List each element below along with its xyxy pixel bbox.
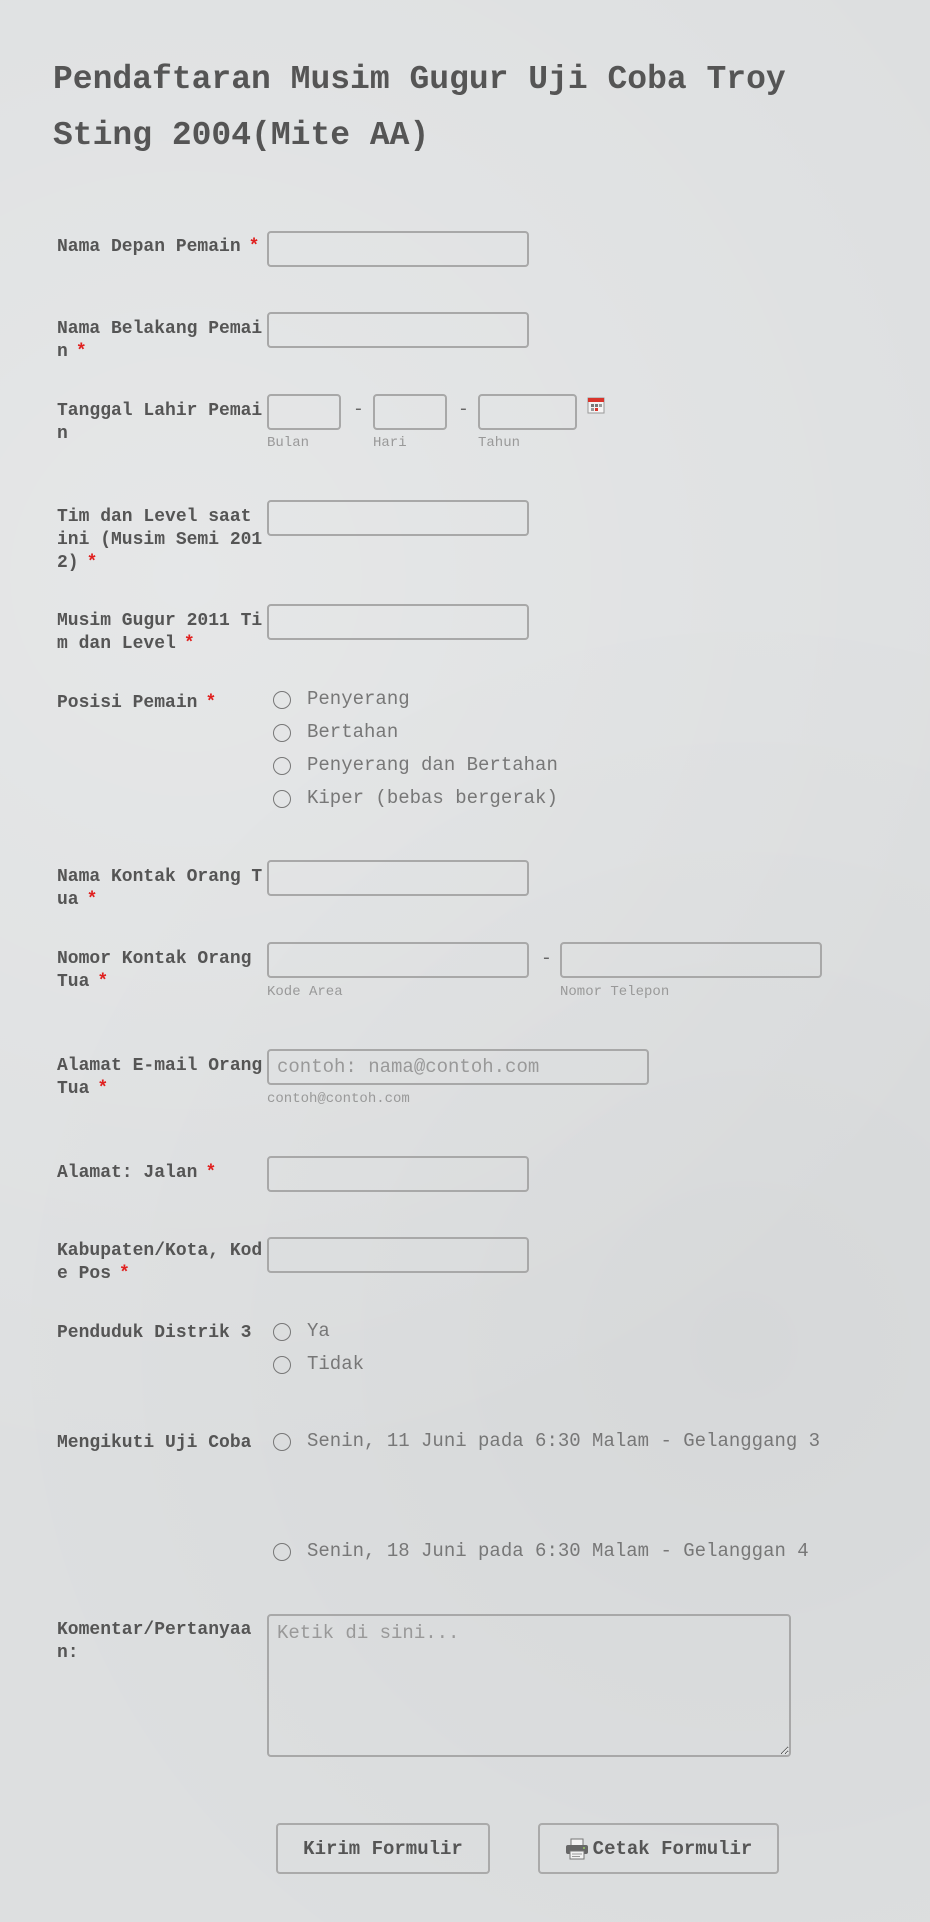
- phone-area-sublabel: Kode Area: [267, 984, 343, 1000]
- radio-button[interactable]: [273, 1323, 291, 1341]
- current-team-input[interactable]: [267, 500, 529, 536]
- parent-name-label: Nama Kontak Orang Tua *: [57, 867, 263, 910]
- email-input[interactable]: [267, 1049, 649, 1085]
- birth-day-input[interactable]: [373, 394, 447, 430]
- required-mark: *: [75, 342, 87, 362]
- birth-month-sublabel: Bulan: [267, 435, 310, 451]
- street-input[interactable]: [267, 1156, 529, 1192]
- calendar-icon[interactable]: [587, 396, 605, 414]
- required-mark: *: [86, 553, 98, 573]
- print-button-label: Cetak Formulir: [592, 1837, 753, 1860]
- tryout-label: Mengikuti Uji Coba: [57, 1433, 252, 1453]
- district-label: Penduduk Distrik 3: [57, 1323, 252, 1343]
- birth-day-sublabel: Hari: [373, 435, 407, 451]
- phone-number-sublabel: Nomor Telepon: [560, 984, 670, 1000]
- comments-label: Komentar/Pertanyaan:: [57, 1620, 252, 1663]
- required-mark: *: [97, 1079, 109, 1099]
- city-zip-input[interactable]: [267, 1237, 529, 1273]
- birth-year-sublabel: Tahun: [478, 435, 521, 451]
- last-name-label: Nama Belakang Pemain *: [57, 319, 263, 362]
- parent-name-input[interactable]: [267, 860, 529, 896]
- radio-button[interactable]: [273, 1356, 291, 1374]
- radio-button[interactable]: [273, 1433, 291, 1451]
- city-zip-label: Kabupaten/Kota, Kode Pos *: [57, 1241, 263, 1284]
- required-mark: *: [248, 237, 260, 257]
- birth-date-label: Tanggal Lahir Pemain: [57, 401, 263, 444]
- phone-area-input[interactable]: [267, 942, 529, 978]
- radio-button[interactable]: [273, 691, 291, 709]
- submit-button[interactable]: Kirim Formulir: [276, 1823, 490, 1874]
- last-name-input[interactable]: [267, 312, 529, 348]
- first-name-label: Nama Depan Pemain *: [57, 237, 260, 257]
- radio-button[interactable]: [273, 757, 291, 775]
- required-mark: *: [119, 1264, 130, 1284]
- required-mark: *: [183, 634, 195, 654]
- radio-button[interactable]: [273, 1543, 291, 1561]
- radio-button[interactable]: [273, 790, 291, 808]
- fall-2011-input[interactable]: [267, 604, 529, 640]
- fall-2011-label: Musim Gugur 2011 Tim dan Level *: [57, 611, 263, 654]
- required-mark: *: [97, 972, 109, 992]
- birth-year-input[interactable]: [478, 394, 577, 430]
- comments-textarea[interactable]: [267, 1614, 791, 1757]
- street-label: Alamat: Jalan *: [57, 1163, 217, 1183]
- phone-number-input[interactable]: [560, 942, 822, 978]
- current-team-label: Tim dan Level saat ini (Musim Semi 2012) *: [57, 507, 263, 573]
- parent-phone-label: Nomor Kontak Orang Tua *: [57, 949, 252, 992]
- radio-button[interactable]: [273, 724, 291, 742]
- date-separator: -: [458, 400, 469, 420]
- email-sublabel: contoh@contoh.com: [267, 1091, 410, 1107]
- birth-month-input[interactable]: [267, 394, 341, 430]
- form-title: Pendaftaran Musim Gugur Uji Coba Troy Sting 2004(Mite AA): [53, 61, 786, 154]
- date-separator: -: [353, 400, 364, 420]
- required-mark: *: [86, 890, 98, 910]
- required-mark: *: [205, 1163, 217, 1183]
- phone-separator: -: [541, 949, 552, 969]
- required-mark: *: [205, 693, 217, 713]
- print-button[interactable]: [538, 1823, 779, 1874]
- printer-icon: [565, 1838, 589, 1860]
- first-name-input[interactable]: [267, 231, 529, 267]
- parent-email-label: Alamat E-mail Orang Tua *: [57, 1056, 263, 1099]
- position-label: Posisi Pemain *: [57, 693, 217, 713]
